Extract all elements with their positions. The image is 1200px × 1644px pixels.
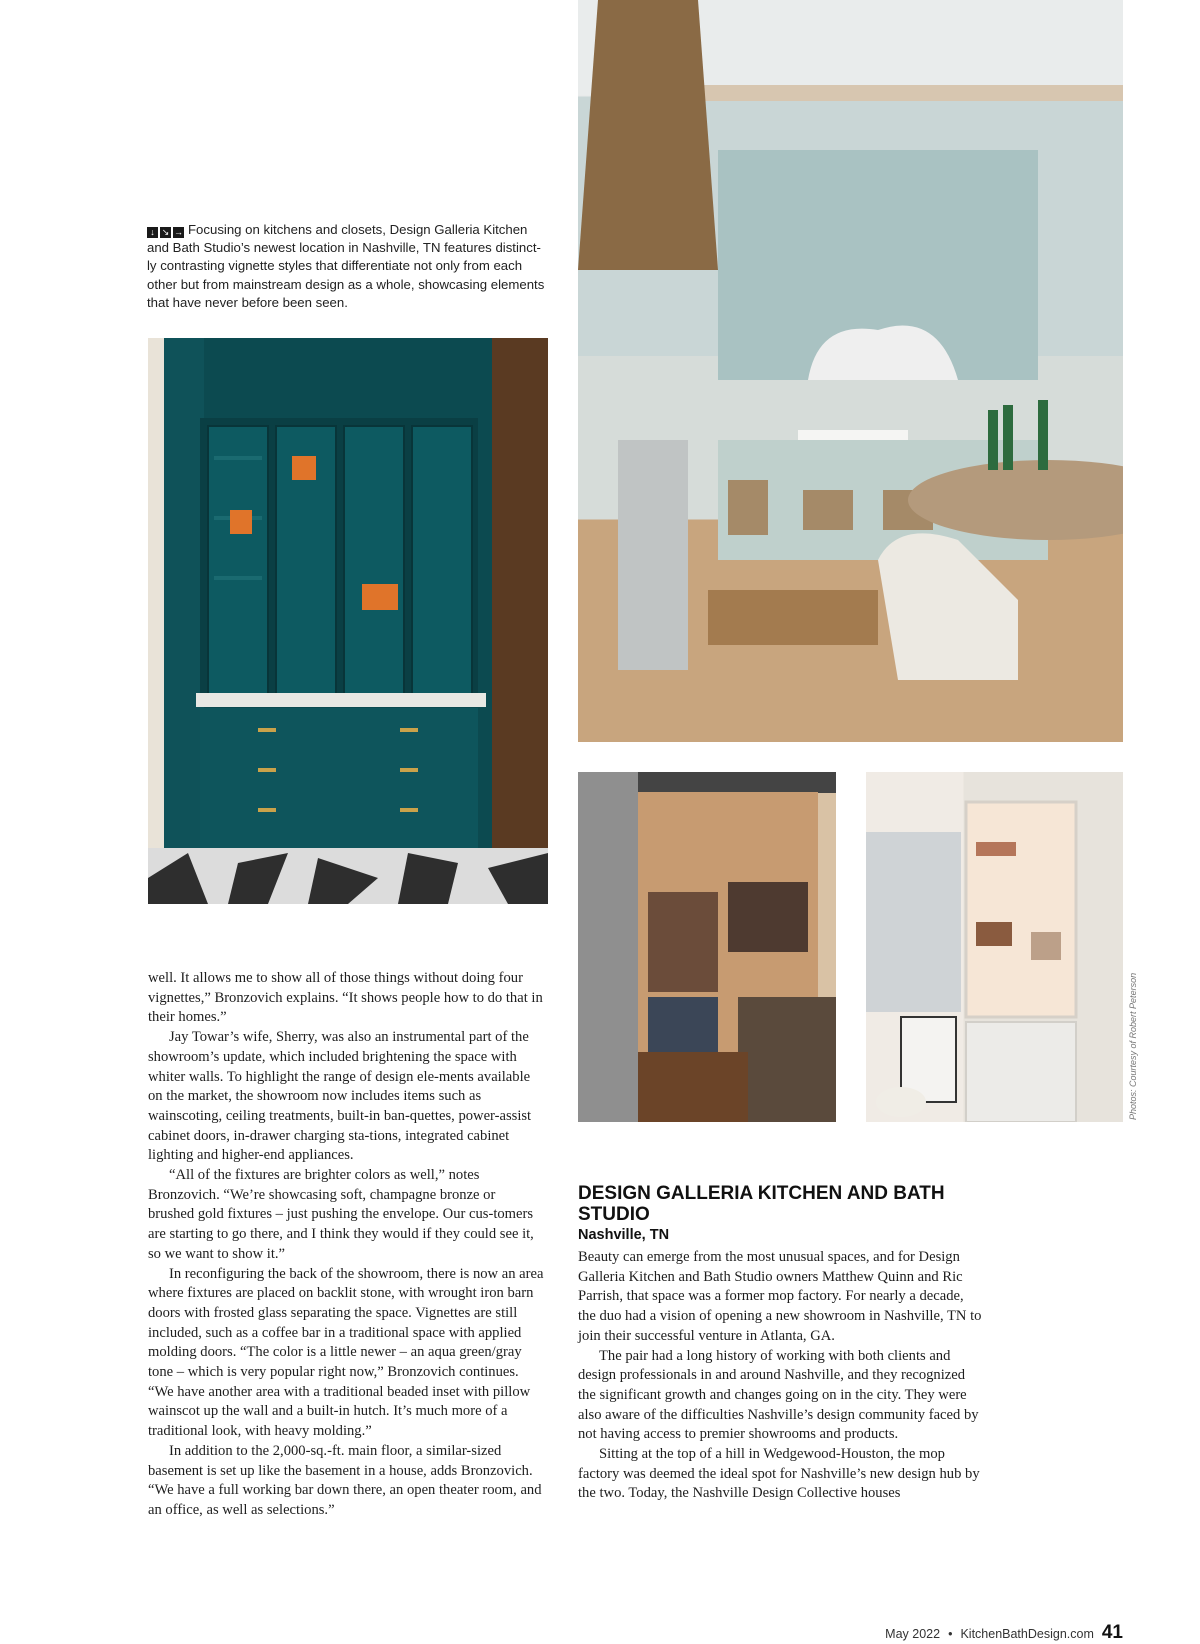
body-paragraph: The pair had a long history of working with both clients and design professionals in and around Nashville, and they recognized the significant growth and changes going on in the city. They were also aware of the difficulties Nashville’s design community faced by not having access to premier showrooms and products. <box>578 1347 979 1443</box>
walk-in-closet-photo <box>578 772 836 1122</box>
body-paragraph: In reconfiguring the back of the showroom, there is now an area where fixtures are placed on backlit stone, with wrought iron barn doors with frosted glass separating the space. Vignettes are still included, such as a coffee bar in a traditional space with applied molding doors. “The color is a little newer – an aqua green/gray tone – which is very popular right now,” Bronzovich continues. “We have another area with a traditional beaded inset with pillow wainscot up the wall and a built-in hutch. It’s much more of a traditional look, with heavy molding.” <box>148 1265 544 1440</box>
website: KitchenBathDesign.com <box>960 1627 1094 1641</box>
footer-separator: • <box>948 1627 953 1641</box>
right-column-text <box>578 1248 983 1504</box>
kitchen-vignette-photo <box>578 0 1123 742</box>
page-footer <box>885 1622 1123 1644</box>
body-paragraph: well. It allows me to show all of those things without doing four vignettes,” Bronzovich explains. “It shows people how to do that in their homes.” <box>148 970 543 1026</box>
body-paragraph: “All of the fixtures are brighter colors as well,” notes Bronzovich. “We’re showcasing soft, champagne bronze or brushed gold fixtures – just pushing the envelope. Our cus-tomers are starting to go there, and I think they would if they could see it, so we want to show it.” <box>148 1167 534 1262</box>
arrow-right-icon: → <box>174 227 183 237</box>
teal-bar-cabinet-photo <box>148 338 548 904</box>
photo-caption <box>147 221 547 312</box>
body-paragraph: Beauty can emerge from the most unusual spaces, and for Design Galleria Kitchen and Bath Studio owners Matthew Quinn and Ric Parrish, that space was a former mop factory. For nearly a decade, the duo had a vision of opening a new showroom in Nashville, TN to join their successful venture in Atlanta, GA. <box>578 1249 982 1344</box>
arrow-down-icon: ↓ <box>147 227 158 238</box>
section-location: Nashville, TN <box>578 1227 670 1243</box>
arrow-down-right-icon: ↘ <box>161 227 170 237</box>
left-column-text <box>148 969 544 1521</box>
body-paragraph: Sitting at the top of a hill in Wedgewood-Houston, the mop factory was deemed the ideal spot for Nashville’s new design hub by the two. Today, the Nashville Design Collective houses <box>578 1446 980 1502</box>
body-paragraph: In addition to the 2,000-sq.-ft. main floor, a similar-sized basement is set up like the basement in a house, adds Bronzovich. “We have a full working bar down there, an open theater room, and an office, as well as selections.” <box>148 1442 542 1518</box>
photo-credit: Photos: Courtesy of Robert Peterson <box>1128 972 1138 1120</box>
section-heading: DESIGN GALLERIA KITCHEN AND BATH STUDIO <box>578 1183 945 1225</box>
body-paragraph: Jay Towar’s wife, Sherry, was also an instrumental part of the showroom’s update, which included brightening the space with whiter walls. To highlight the range of design ele-ments available on the market, the showroom now includes items such as wainscoting, ceiling treatments, built-in ban-quettes, power-assist cabinet doors, in-drawer charging sta-tions, integrated cabinet lighting and higher-end appliances. <box>148 1029 532 1164</box>
caption-arrow-icons <box>147 227 184 238</box>
issue-date: May 2022 <box>885 1627 941 1641</box>
page-number: 41 <box>1101 1622 1123 1643</box>
caption-text: Focusing on kitchens and closets, Design Galleria Kitchen and Bath Studio’s newest location in Nashville, TN features distinct-ly contrasting vignette styles that differentiate not only from each other but from mainstream design as a whole, showcasing elements that have never before been seen. <box>147 222 545 310</box>
dressing-vanity-photo <box>866 772 1123 1122</box>
